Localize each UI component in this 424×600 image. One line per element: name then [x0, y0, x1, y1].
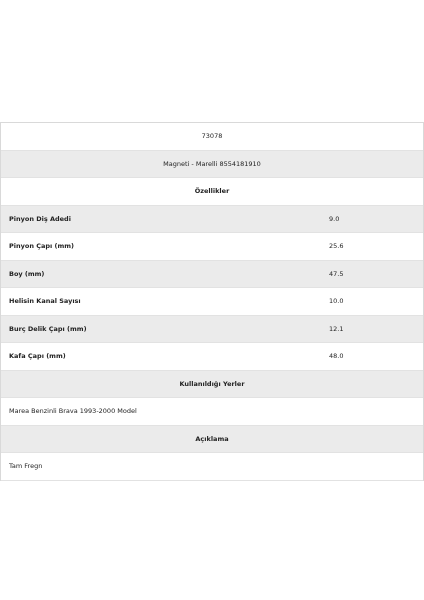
feature-row	[1, 288, 423, 316]
product-code-row	[1, 123, 423, 151]
usage-heading: Kullanıldığı Yerler	[179, 379, 245, 388]
feature-row	[1, 206, 423, 234]
feature-label: Boy (mm)	[9, 269, 45, 278]
usage-row	[1, 398, 423, 426]
feature-row	[1, 233, 423, 261]
description-row	[1, 453, 423, 481]
feature-row	[1, 261, 423, 289]
features-heading: Özellikler	[194, 187, 230, 196]
feature-value: 47.5	[329, 269, 344, 278]
usage-header-row	[1, 371, 423, 399]
brand-reference: Magneti - Marelli 8554181910	[163, 159, 261, 168]
features-header-row	[1, 178, 423, 206]
feature-value: 48.0	[329, 352, 344, 361]
feature-label: Pinyon Diş Adedi	[9, 214, 71, 223]
feature-label: Burç Delik Çapı (mm)	[9, 324, 87, 333]
feature-value: 9.0	[329, 214, 340, 223]
feature-value: 12.1	[329, 324, 344, 333]
spec-table	[0, 122, 424, 481]
product-code: 73078	[201, 132, 223, 141]
feature-value: 25.6	[329, 242, 344, 251]
feature-value: 10.0	[329, 297, 344, 306]
feature-label: Pinyon Çapı (mm)	[9, 242, 74, 251]
description-text: Tam Fregn	[9, 462, 43, 471]
description-heading: Açıklama	[195, 434, 229, 443]
usage-text: Marea Benzinli Brava 1993-2000 Model	[9, 407, 137, 416]
description-header-row	[1, 426, 423, 454]
brand-ref-row	[1, 151, 423, 179]
feature-label: Helisin Kanal Sayısı	[9, 297, 81, 306]
feature-row	[1, 343, 423, 371]
feature-label: Kafa Çapı (mm)	[9, 352, 66, 361]
feature-row	[1, 316, 423, 344]
